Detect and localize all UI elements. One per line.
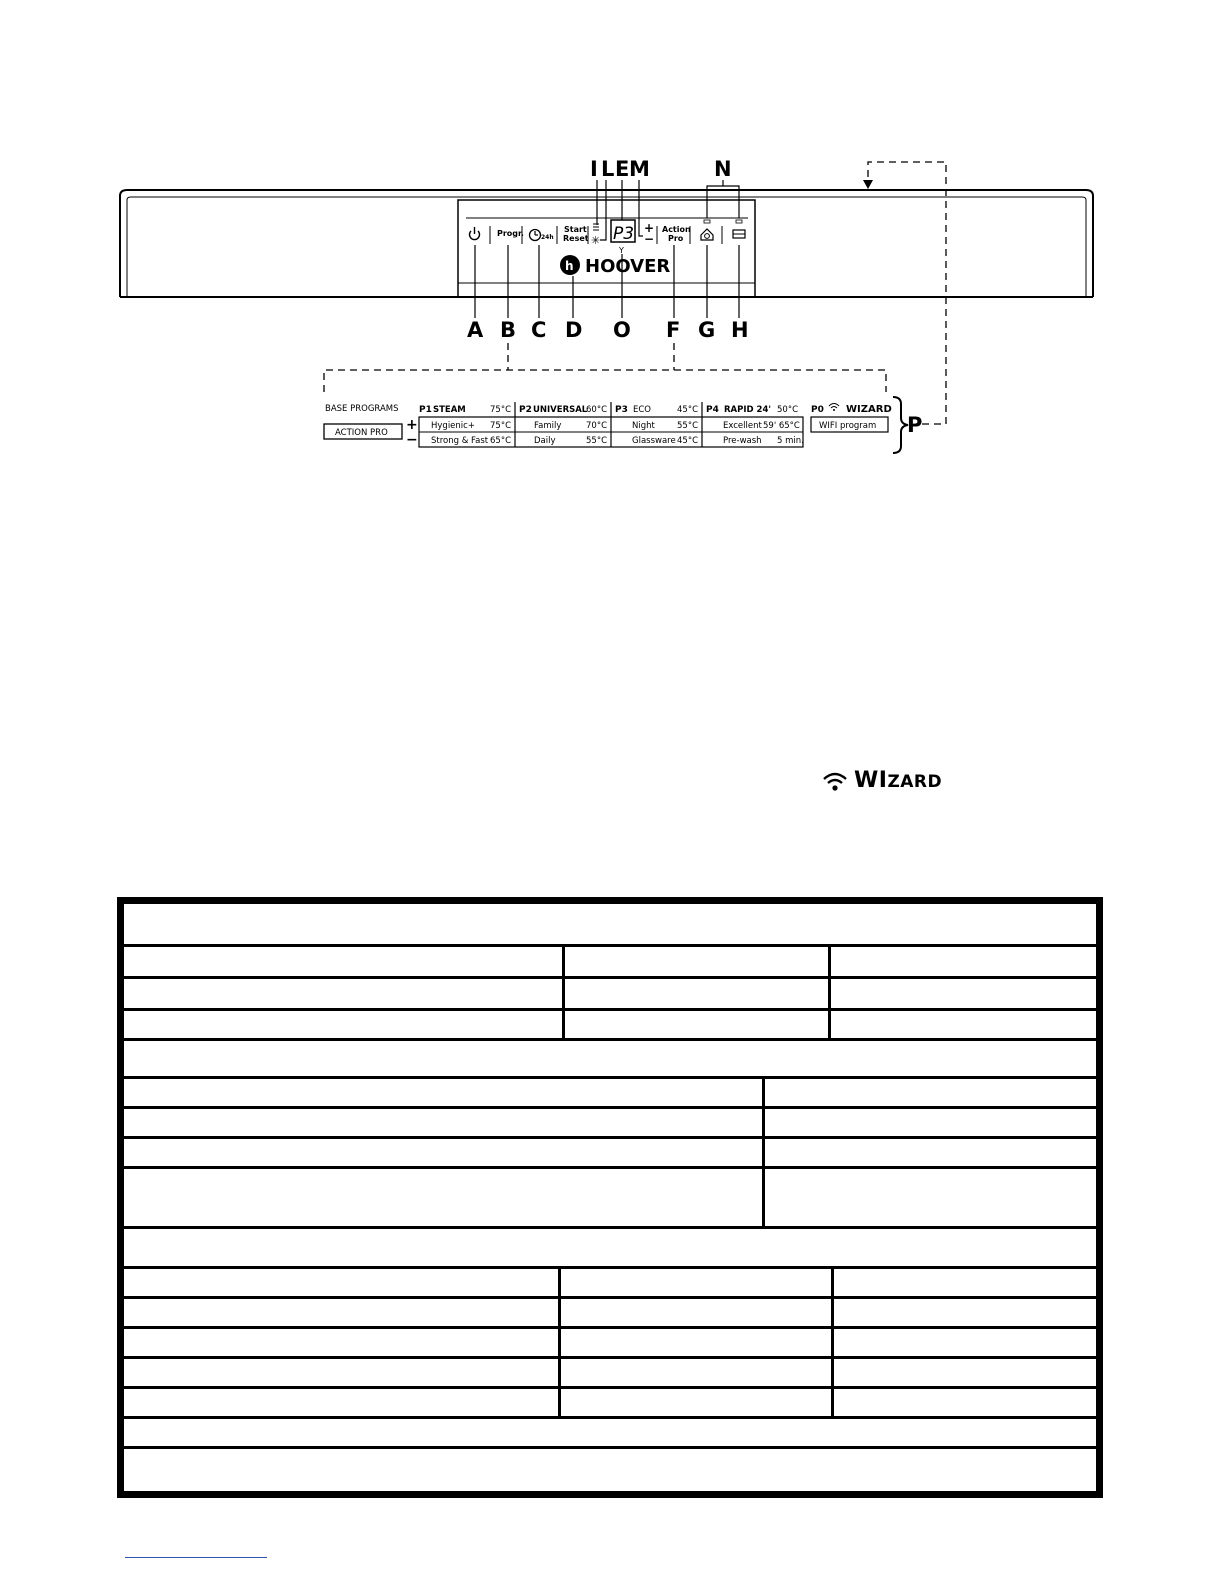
wifi-icon xyxy=(822,770,848,792)
power-icon[interactable] xyxy=(470,227,480,240)
salt-indicator-icon xyxy=(593,224,599,230)
minus-program-name: Strong & Fast xyxy=(431,436,489,446)
minus-program-name: Daily xyxy=(534,436,556,446)
table-row xyxy=(124,1169,1096,1229)
program-name: RAPID 24' xyxy=(724,405,771,415)
footnote-divider xyxy=(125,1557,267,1558)
eco-option-icon[interactable] xyxy=(701,229,713,240)
table-row xyxy=(124,1041,1096,1079)
plus-program-temp: 59' 65°C xyxy=(763,421,800,431)
action-pro-label: ACTION PRO xyxy=(335,428,388,438)
program-temp: 75°C xyxy=(490,405,512,415)
plus-program-name: Hygienic+ xyxy=(431,421,475,431)
progr-button[interactable]: Progr. xyxy=(497,229,524,238)
base-programs-label: BASE PROGRAMS xyxy=(325,404,399,414)
wizard-mini-logo: WIZARD xyxy=(846,404,892,415)
brace xyxy=(893,397,908,453)
table-row xyxy=(124,1329,1096,1359)
callout-h: H xyxy=(731,318,749,342)
p0-code: P0 xyxy=(811,405,824,415)
callout-n: N xyxy=(714,157,732,181)
minus-program-temp: 55°C xyxy=(586,436,608,446)
wifi-program-label: WIFI program xyxy=(819,421,877,431)
control-panel-diagram xyxy=(0,0,1224,470)
callout-c: C xyxy=(531,318,547,342)
callout-b: B xyxy=(500,318,517,342)
table-row xyxy=(124,1079,1096,1109)
callout-e: E xyxy=(615,157,630,181)
plus-program-temp: 70°C xyxy=(586,421,608,431)
brand-name: HOOVER xyxy=(585,256,671,277)
rinse-aid-indicator-icon: ✳ xyxy=(591,234,601,247)
callout-d: D xyxy=(565,318,583,342)
minus-program-name: Glassware xyxy=(632,436,676,446)
wifi-indicator-icon: Y xyxy=(619,246,624,255)
svg-text:h: h xyxy=(565,259,574,273)
plus-program-temp: 75°C xyxy=(490,421,512,431)
start-reset-button-line2[interactable]: Reset xyxy=(563,234,589,243)
plus-program-name: Family xyxy=(534,421,562,431)
start-reset-button[interactable]: Start xyxy=(564,225,587,234)
wizard-logo-text-first: WI xyxy=(854,768,888,793)
table-row xyxy=(124,1359,1096,1389)
program-name: UNIVERSAL xyxy=(533,405,588,415)
callout-o: O xyxy=(613,318,631,342)
plus-program-name: Night xyxy=(632,421,655,431)
minus-program-temp: 45°C xyxy=(677,436,699,446)
program-temp: 45°C xyxy=(677,405,699,415)
program-temp: 60°C xyxy=(586,405,608,415)
minus-program-temp: 5 min. xyxy=(777,436,804,446)
callout-a: A xyxy=(467,318,484,342)
callout-i: I xyxy=(590,157,598,181)
display-value: P3 xyxy=(613,224,635,244)
delay-timer-label: 24h xyxy=(541,234,554,241)
table-row xyxy=(124,1389,1096,1419)
specification-table xyxy=(117,897,1103,1498)
program-code: P4 xyxy=(706,405,719,415)
wizard-logo xyxy=(822,768,942,793)
table-row xyxy=(124,1229,1096,1269)
program-code: P3 xyxy=(615,405,628,415)
minus-symbol: − xyxy=(406,432,418,448)
callout-m: M xyxy=(629,157,650,181)
table-row xyxy=(124,1269,1096,1299)
table-row xyxy=(124,1011,1096,1041)
minus-program-temp: 65°C xyxy=(490,436,512,446)
table-row xyxy=(124,1139,1096,1169)
half-load-led xyxy=(736,220,742,223)
callout-l: L xyxy=(601,157,615,181)
plus-symbol: + xyxy=(406,417,418,433)
plus-button[interactable]: + xyxy=(644,221,655,235)
callout-g: G xyxy=(698,318,716,342)
action-pro-button[interactable]: Action xyxy=(662,225,691,234)
table-row xyxy=(124,979,1096,1011)
action-pro-button-line2[interactable]: Pro xyxy=(668,234,684,243)
eco-led xyxy=(704,220,710,223)
table-row xyxy=(124,904,1096,947)
callout-p: P xyxy=(907,413,923,437)
minus-program-name: Pre-wash xyxy=(723,436,762,446)
program-name: STEAM xyxy=(433,405,466,415)
program-code: P2 xyxy=(519,405,532,415)
program-code: P1 xyxy=(419,405,432,415)
plus-program-temp: 55°C xyxy=(677,421,699,431)
half-load-option-icon[interactable] xyxy=(733,230,745,238)
wizard-logo-text-rest: ZARD xyxy=(887,772,943,792)
minus-button[interactable]: − xyxy=(644,232,655,246)
plus-program-name: Excellent xyxy=(723,421,762,431)
wifi-icon xyxy=(829,404,839,409)
program-name: ECO xyxy=(633,405,651,415)
table-row xyxy=(124,947,1096,979)
table-row xyxy=(124,1299,1096,1329)
delay-timer-icon[interactable] xyxy=(530,230,541,241)
program-temp: 50°C xyxy=(777,405,799,415)
table-row xyxy=(124,1109,1096,1139)
table-row xyxy=(124,1419,1096,1449)
callout-f: F xyxy=(666,318,681,342)
